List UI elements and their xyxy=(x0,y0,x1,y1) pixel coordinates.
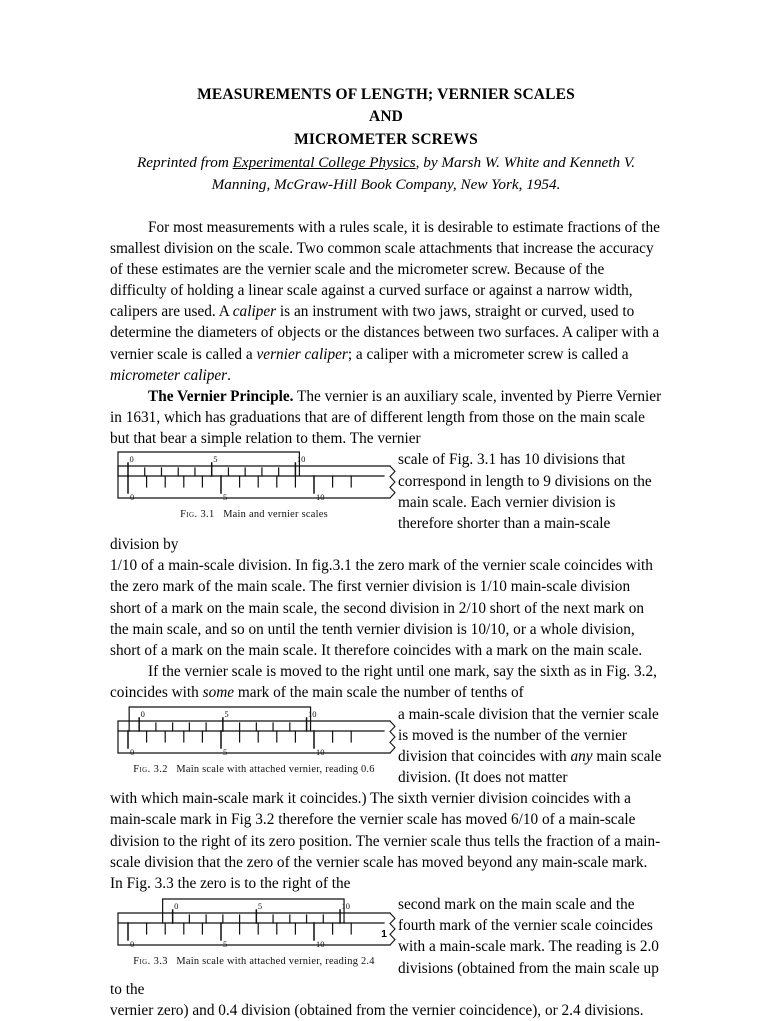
vernier-diagram-3-2 xyxy=(110,704,398,762)
figure-3-2 xyxy=(110,704,398,777)
reprint-authors: , by Marsh W. White and Kenneth V. xyxy=(415,154,636,172)
paragraph-vernier-principle xyxy=(110,386,662,450)
p3-wrap-b: main scale division. (It does not matter xyxy=(398,747,662,787)
svg-text:10: 10 xyxy=(316,939,325,950)
body-text-block xyxy=(110,217,662,1021)
runhead-vernier-principle: The Vernier Principle. xyxy=(148,387,294,405)
svg-text:5: 5 xyxy=(223,746,228,757)
svg-text:0: 0 xyxy=(130,746,135,757)
svg-text:10: 10 xyxy=(316,492,325,503)
svg-text:0: 0 xyxy=(130,492,135,503)
title-line-1: MEASUREMENTS OF LENGTH; VERNIER SCALES xyxy=(197,86,575,103)
figure-row-3-3 xyxy=(110,894,662,1000)
svg-text:0: 0 xyxy=(129,454,134,465)
title-line-3: MICROMETER SCREWS xyxy=(294,130,478,148)
p1-seg-b: is an instrument with two jaws, straight or curved, used to determine the diameters of objects or the distances between two surfaces. A caliper with a vernier scale is called a xyxy=(110,303,660,363)
svg-text:0: 0 xyxy=(140,708,145,719)
figure-3-1 xyxy=(110,449,398,522)
title-body-spacer xyxy=(110,196,662,217)
svg-text:5: 5 xyxy=(257,901,263,912)
figure-caption-text-3-3: Main scale with attached vernier, reading 2.4 xyxy=(176,956,375,968)
paragraph-after-fig-3-3: vernier zero) and 0.4 division (obtained from the vernier coincidence), or 2.4 divisions. xyxy=(110,1001,644,1019)
figure-caption-3-2 xyxy=(110,763,398,777)
figure-label-3-2: Fig. 3.2 xyxy=(133,763,168,775)
title-line-2: AND xyxy=(368,108,404,126)
p3-italic-some: some xyxy=(202,684,235,702)
figure-float-3-2 xyxy=(110,704,398,777)
svg-text:0: 0 xyxy=(130,939,135,950)
p1-seg-a: For most measurements with a rules scale, it is desirable to estimate fractions of the smallest division on the scale. Two common scale attachments that increase the accuracy of these estimates are the vernier scale and the micrometer screw. Because of the difficulty of holding a linear scale against a curved surface or against a narrow width, calipers are used. A xyxy=(110,218,660,321)
p3-seg-b: mark of the main scale the number of tenths of xyxy=(234,684,524,702)
paragraph-after-fig-3-1: 1/10 of a main-scale division. In fig.3.1 the zero mark of the vernier scale coincides with the zero mark of the main scale. The first vernier division is 1/10 main-scale division short of a mark on the main scale, the second division in 2/10 short of the next mark on the main scale, and so on until the tenth vernier division is 10/10, or a whole division, short of a mark on the main scale. It therefore coincides with a mark on the main scale. xyxy=(110,557,653,659)
svg-text:10: 10 xyxy=(308,708,317,719)
figure-label-3-3: Fig. 3.3 xyxy=(133,956,168,968)
paragraph-after-fig-3-2: with which main-scale mark it coincides.) The sixth vernier division coincides with a main-scale mark in Fig 3.2 therefore the vernier scale has moved 6/10 of a main-scale division to the right of its zero position. The vernier scale thus tells the fraction of a main-scale division that the zero of the vernier scale has moved beyond any main-scale mark. In Fig. 3.3 the zero is to the right of the xyxy=(110,790,661,892)
p2-seg-a: The vernier is an auxiliary scale, invented by Pierre Vernier in 1631, which has graduations that are of different length from those on the main scale but that bear a simple relation to them. The vernier xyxy=(110,387,662,448)
svg-text:0: 0 xyxy=(174,901,179,912)
figure-wrap-text-3-1: scale of Fig. 3.1 has 10 divisions that correspond in length to 9 divisions on the main scale. Each vernier division is therefore shorter than a main-scale division by xyxy=(110,451,652,554)
reprint-source-title: Experimental College Physics xyxy=(232,154,416,172)
figure-label-3-1: Fig. 3.1 xyxy=(180,509,215,521)
svg-text:5: 5 xyxy=(223,492,228,503)
p3-wrap-a: a main-scale division that the vernier scale is moved is the number of the vernier division that coincides with xyxy=(398,705,659,765)
p3-italic-any: any xyxy=(570,747,593,765)
p1-seg-d: . xyxy=(227,366,231,384)
svg-text:10: 10 xyxy=(316,746,325,757)
figure-caption-text-3-1: Main and vernier scales xyxy=(223,509,328,521)
p1-italic-micrometer-caliper: micrometer caliper xyxy=(110,366,228,384)
figure-caption-text-3-2: Main scale with attached vernier, reading 0.6 xyxy=(176,763,375,775)
svg-text:5: 5 xyxy=(223,939,228,950)
p1-seg-c: ; a caliper with a micrometer screw is called a xyxy=(347,345,629,363)
paragraph-intro xyxy=(110,217,662,386)
figure-wrap-text-3-3: second mark on the main scale and the fourth mark of the vernier scale coincides with a main-scale mark. The reading is 2.0 divisions (obtained from the main scale up to the xyxy=(110,896,659,998)
page-content xyxy=(110,84,662,1021)
vernier-diagram-3-1 xyxy=(110,449,398,507)
p1-italic-vernier-caliper: vernier caliper xyxy=(256,345,348,363)
vernier-diagram-3-3 xyxy=(110,894,398,954)
p3-seg-a: If the vernier scale is moved to the right until one mark, say the sixth as in Fig. 3.2, coincides with xyxy=(110,663,657,702)
figure-caption-3-3 xyxy=(110,955,398,969)
page-number: 1 xyxy=(381,928,387,940)
document-title xyxy=(110,84,662,151)
figure-row-3-1 xyxy=(110,449,662,555)
figure-caption-3-1 xyxy=(110,508,398,522)
svg-text:10: 10 xyxy=(341,901,351,912)
reprint-credit xyxy=(110,152,662,195)
paragraph-vernier-shift xyxy=(110,661,662,703)
reprint-prefix: Reprinted from xyxy=(136,154,233,172)
svg-text:5: 5 xyxy=(224,708,229,719)
figure-float-3-1 xyxy=(110,449,398,522)
svg-text:10: 10 xyxy=(296,454,306,465)
figure-row-3-2 xyxy=(110,704,662,789)
svg-text:5: 5 xyxy=(213,454,218,465)
reprint-publisher: Manning, McGraw-Hill Book Company, New York, 1954. xyxy=(211,175,561,193)
p1-italic-caliper: caliper xyxy=(232,303,277,321)
